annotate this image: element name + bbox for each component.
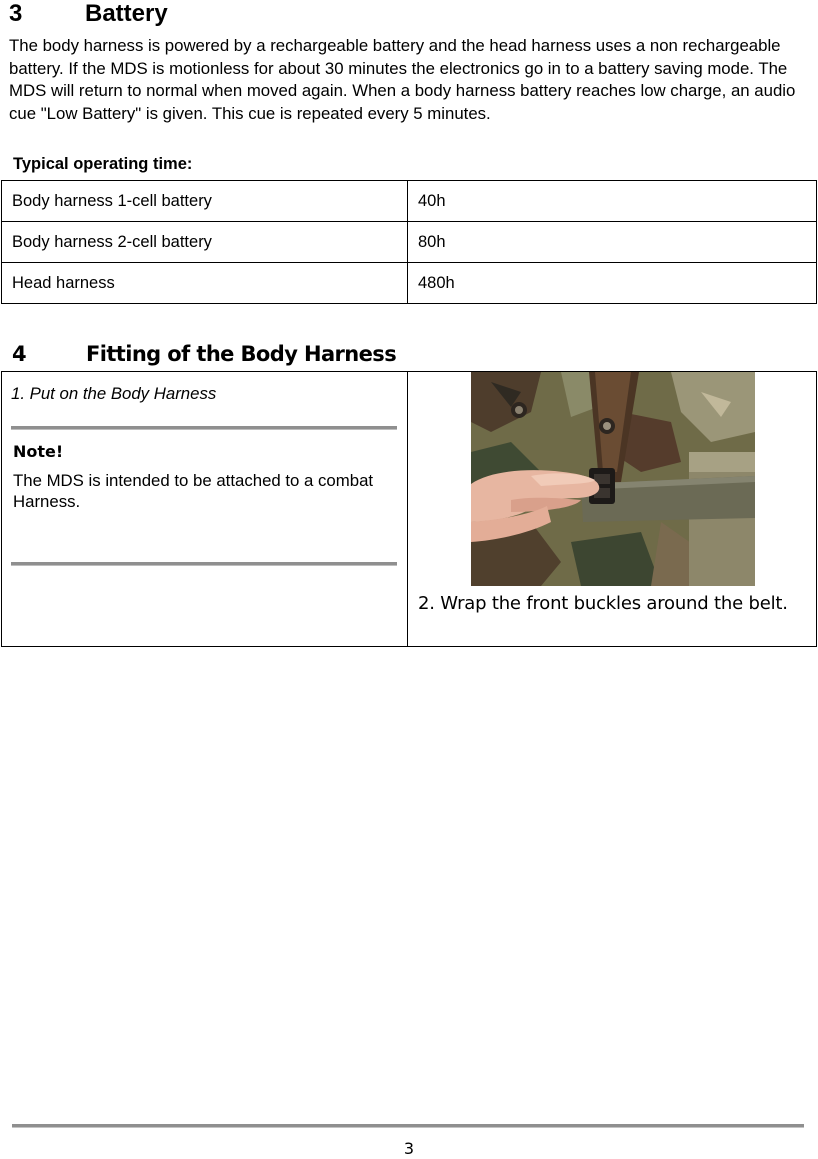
battery-paragraph: The body harness is powered by a rechargeable battery and the head harness uses a non rechargeable battery. If the MDS is motionless for about 30 minutes the electronics go in to a battery saving mode. The MDS will return to normal when moved again. When a body harness battery reaches low charge, an audio cue "Low Battery" is given. This cue is repeated every 5 minutes.	[9, 36, 796, 123]
step-1-text: 1. Put on the Body Harness	[11, 384, 217, 403]
table-cell-item: Body harness 1-cell battery	[2, 181, 408, 222]
section-title: Fitting of the Body Harness	[86, 342, 397, 366]
section-number: 3	[9, 0, 23, 27]
table-cell-time: 40h	[408, 181, 817, 222]
harness-buckle-photo	[471, 372, 755, 586]
table-row	[2, 181, 817, 222]
step-2-text: 2. Wrap the front buckles around the belt.	[418, 593, 788, 614]
step-1-cell	[2, 372, 408, 647]
operating-time-table	[1, 180, 817, 304]
table-cell-time: 80h	[408, 222, 817, 263]
section-number: 4	[12, 342, 27, 366]
note-divider-bottom	[11, 562, 397, 566]
table-row	[2, 222, 817, 263]
step-2-cell	[408, 372, 817, 647]
note-text: The MDS is intended to be attached to a combat Harness.	[13, 471, 374, 511]
table-cell-item: Head harness	[2, 263, 408, 304]
section-heading-fitting	[12, 340, 396, 368]
section-title: Battery	[85, 0, 168, 27]
table-row	[2, 263, 817, 304]
footer-divider	[12, 1124, 804, 1128]
page-number: 3	[403, 1139, 415, 1158]
fitting-steps-table	[1, 371, 817, 647]
note-title: Note!	[13, 442, 64, 461]
section-heading-battery	[9, 0, 168, 28]
photo-area	[408, 372, 816, 586]
table-row	[2, 372, 817, 647]
operating-time-caption: Typical operating time:	[13, 155, 193, 173]
table-cell-item: Body harness 2-cell battery	[2, 222, 408, 263]
table-cell-time: 480h	[408, 263, 817, 304]
note-divider-top	[11, 426, 397, 430]
